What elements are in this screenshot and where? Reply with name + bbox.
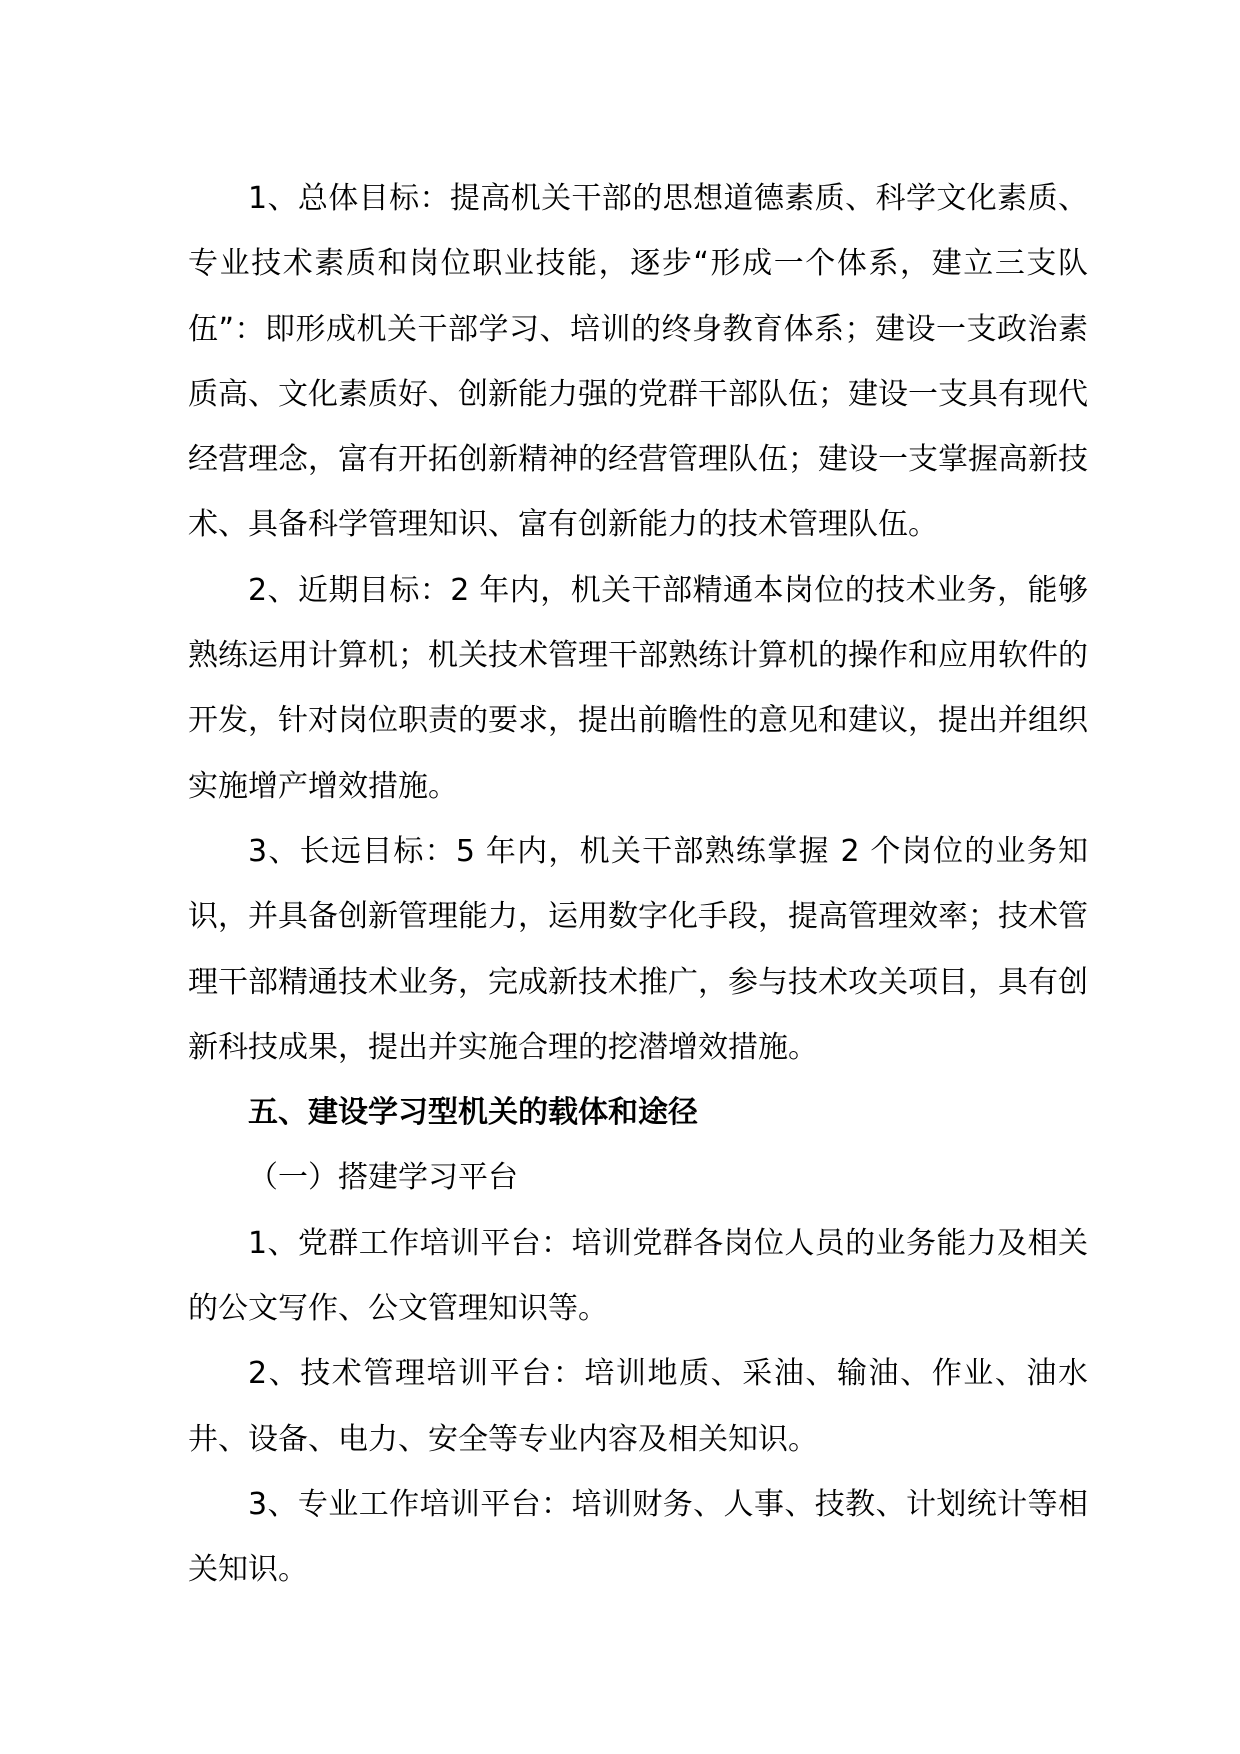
section-heading: 五、建设学习型机关的载体和途径 xyxy=(248,1095,698,1131)
paragraph-platform-technical: 2、技术管理培训平台：培训地质、采油、输油、作业、油水井、设备、电力、安全等专业内容及相关知识。 xyxy=(188,1356,1088,1457)
document-page xyxy=(188,166,1088,1603)
subsection-heading: （一）搭建学习平台 xyxy=(248,1160,518,1196)
paragraph-platform-professional: 3、专业工作培训平台：培训财务、人事、技教、计划统计等相关知识。 xyxy=(188,1486,1088,1588)
paragraph-platform-party: 1、党群工作培训平台：培训党群各岗位人员的业务能力及相关的公文写作、公文管理知识等。 xyxy=(188,1225,1088,1327)
paragraph-goal-overall: 1、总体目标：提高机关干部的思想道德素质、科学文化素质、专业技术素质和岗位职业技能，逐步“形成一个体系，建立三支队伍”：即形成机关干部学习、培训的终身教育体系；建设一支政治素质高、文化素质好、创新能力强的党群干部队伍；建设一支具有现代经营理念，富有开拓创新精神的经营管理队伍；建设一支掌握高新技术、具备科学管理知识、富有创新能力的技术管理队伍。 xyxy=(188,181,1088,543)
paragraph-goal-long-term: 3、长远目标：5 年内，机关干部熟练掌握 2 个岗位的业务知识，并具备创新管理能力，运用数字化手段，提高管理效率；技术管理干部精通技术业务，完成新技术推广，参与技术攻关项目，具有创新科技成果，提出并实施合理的挖潜增效措施。 xyxy=(188,833,1088,1065)
paragraph-goal-near-term: 2、近期目标：2 年内，机关干部精通本岗位的技术业务，能够熟练运用计算机；机关技术管理干部熟练计算机的操作和应用软件的开发，针对岗位职责的要求，提出前瞻性的意见和建议，提出并组织实施增产增效措施。 xyxy=(188,572,1088,804)
